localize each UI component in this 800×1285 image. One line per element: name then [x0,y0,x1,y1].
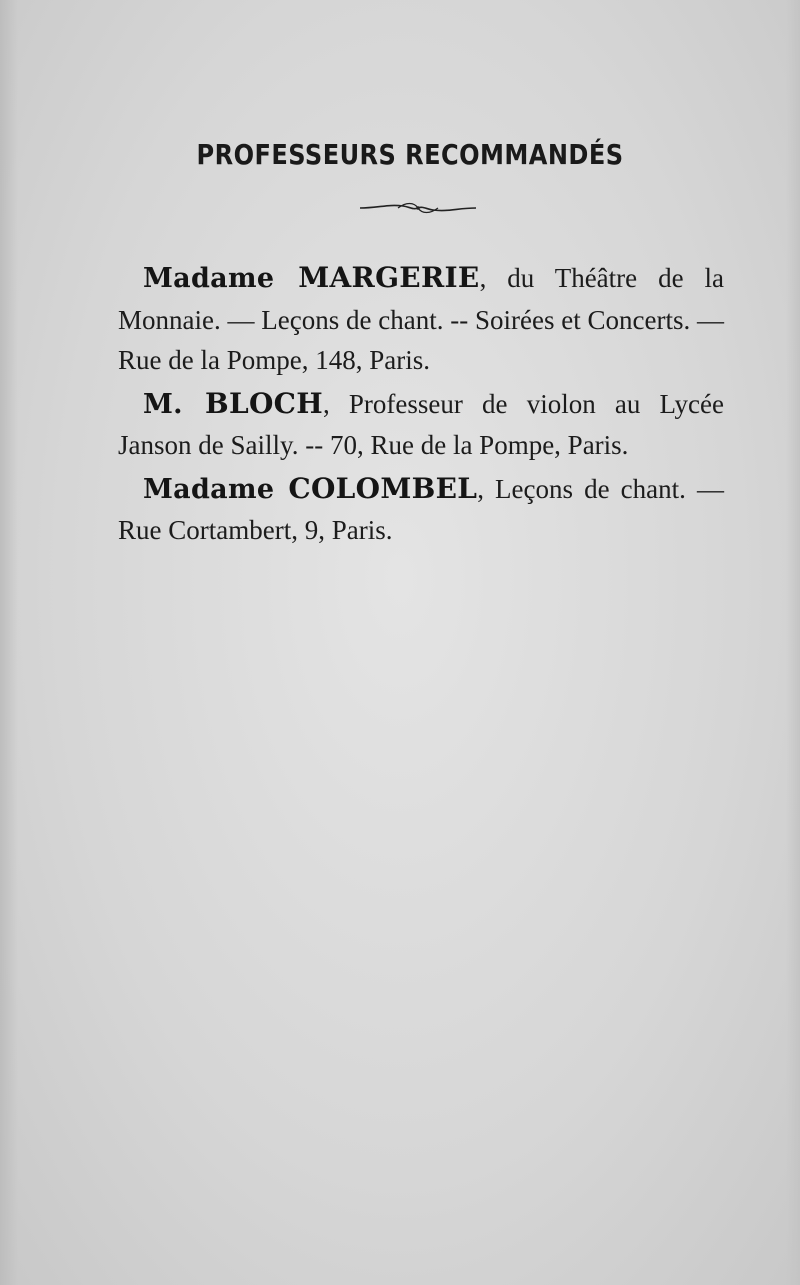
entry-bloch [118,384,724,466]
entry-prefix: Madame [143,473,289,505]
teacher-name: BLOCH [205,386,323,420]
page-edge-left [0,0,18,1285]
entry-prefix: M. [143,388,206,420]
ornament-divider [358,198,478,218]
teacher-name: MARGERIE [298,261,480,294]
entry-details: , Leçons de chant. — Rue Cortambert, 9, Paris. [118,473,724,545]
teacher-name: COLOMBEL [288,471,478,505]
page-title: PROFESSEURS RECOMMANDÉS [196,138,624,171]
entry-prefix: Madame [143,263,299,294]
entry-margerie [118,258,724,381]
page-edge-right [786,0,800,1285]
entry-details: , du Théâtre de la Monnaie. — Leçons de chant. -- Soirées et Concerts. — Rue de la Pompe, 148, Paris. [118,263,724,375]
entry-details: , Professeur de violon au Lycée Janson de Sailly. -- 70, Rue de la Pompe, Paris. [118,388,724,460]
recommended-teachers-list [118,258,724,554]
entry-colombel [118,469,724,551]
